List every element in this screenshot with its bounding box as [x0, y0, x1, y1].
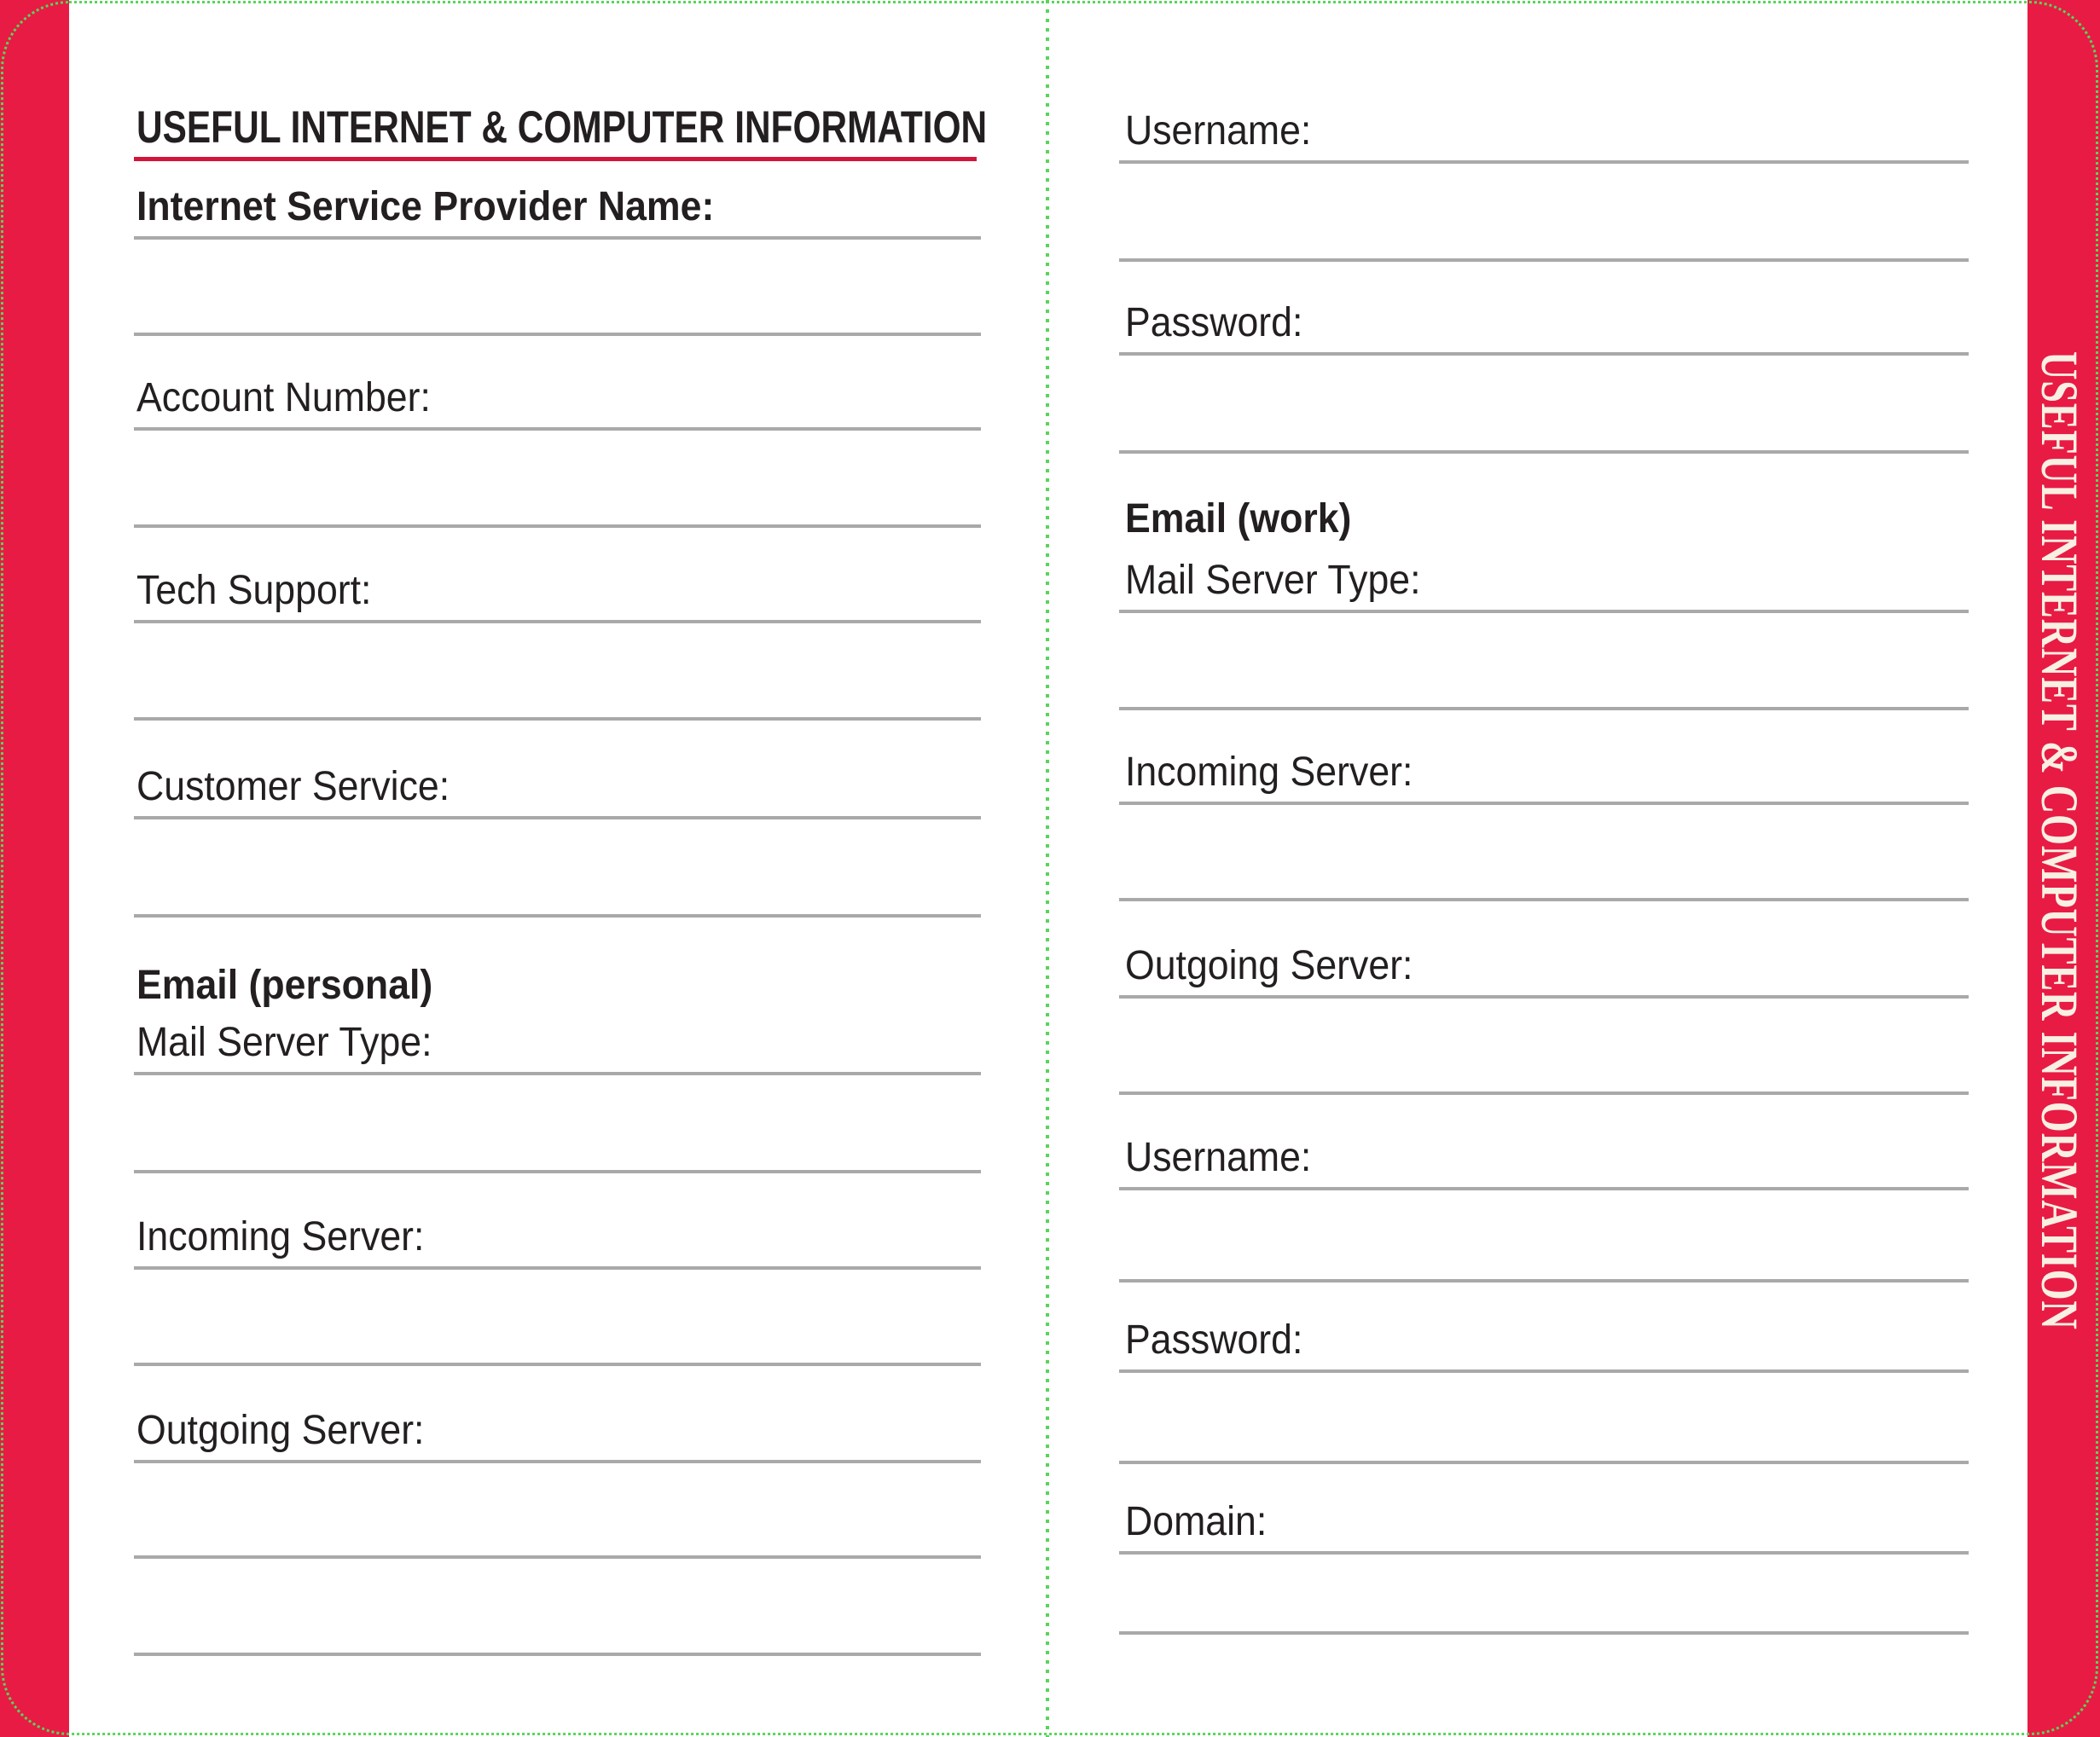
- write-line-blank: [134, 524, 981, 528]
- write-line-incoming-server: [1119, 802, 1969, 805]
- write-line-account-number: [134, 427, 981, 431]
- write-line-blank: [134, 1653, 981, 1656]
- title-underline-rule: [134, 157, 977, 161]
- write-line-blank: [1119, 1631, 1969, 1635]
- write-line-blank: [134, 1170, 981, 1173]
- write-line-blank: [134, 1555, 981, 1559]
- write-line-blank: [134, 333, 981, 336]
- field-label-mail-server-type: Mail Server Type:: [1125, 558, 1421, 603]
- write-line-outgoing-server: [1119, 995, 1969, 999]
- field-label-isp-name: Internet Service Provider Name:: [136, 184, 715, 229]
- write-line-password-2: [1119, 1369, 1969, 1373]
- field-label-incoming-server: Incoming Server:: [1125, 750, 1413, 795]
- field-label-mail-server-type: Mail Server Type:: [136, 1020, 432, 1065]
- field-label-domain: Domain:: [1125, 1499, 1268, 1544]
- write-line-blank: [1119, 1279, 1969, 1282]
- write-line-incoming-server: [134, 1266, 981, 1270]
- write-line-password: [1119, 352, 1969, 356]
- field-label-customer-service: Customer Service:: [136, 764, 450, 809]
- write-line-isp-name: [134, 236, 981, 240]
- page-title: USEFUL INTERNET & COMPUTER INFORMATION: [136, 102, 988, 153]
- write-line-blank: [134, 914, 981, 918]
- field-label-password: Password:: [1125, 300, 1303, 345]
- write-line-customer-service: [134, 816, 981, 819]
- write-line-blank: [1119, 898, 1969, 901]
- page-fold-dotted-line: [1046, 0, 1049, 1737]
- write-line-domain: [1119, 1551, 1969, 1555]
- field-label-incoming-server: Incoming Server:: [136, 1214, 425, 1259]
- field-label-password-2: Password:: [1125, 1317, 1303, 1363]
- write-line-tech-support: [134, 620, 981, 623]
- write-line-blank: [134, 717, 981, 721]
- write-line-mail-server-type: [134, 1072, 981, 1075]
- section-heading-email-personal: Email (personal): [136, 963, 433, 1008]
- field-label-username: Username:: [1125, 108, 1312, 153]
- section-heading-email-work: Email (work): [1125, 496, 1352, 541]
- field-label-outgoing-server: Outgoing Server:: [136, 1408, 425, 1453]
- field-label-username-2: Username:: [1125, 1135, 1312, 1180]
- vertical-tab-title: USEFUL INTERNET & COMPUTER INFORMATION: [2030, 351, 2087, 1330]
- write-line-blank: [1119, 707, 1969, 710]
- write-line-username: [1119, 160, 1969, 164]
- write-line-mail-server-type: [1119, 610, 1969, 613]
- write-line-blank: [1119, 450, 1969, 454]
- field-label-outgoing-server: Outgoing Server:: [1125, 943, 1413, 988]
- write-line-blank: [1119, 1461, 1969, 1464]
- write-line-blank: [1119, 258, 1969, 262]
- write-line-username-2: [1119, 1187, 1969, 1190]
- field-label-tech-support: Tech Support:: [136, 568, 372, 613]
- write-line-blank: [1119, 1091, 1969, 1095]
- field-label-account-number: Account Number:: [136, 375, 431, 420]
- write-line-outgoing-server: [134, 1460, 981, 1463]
- write-line-blank: [134, 1363, 981, 1366]
- left-spine-strip: [0, 0, 69, 1737]
